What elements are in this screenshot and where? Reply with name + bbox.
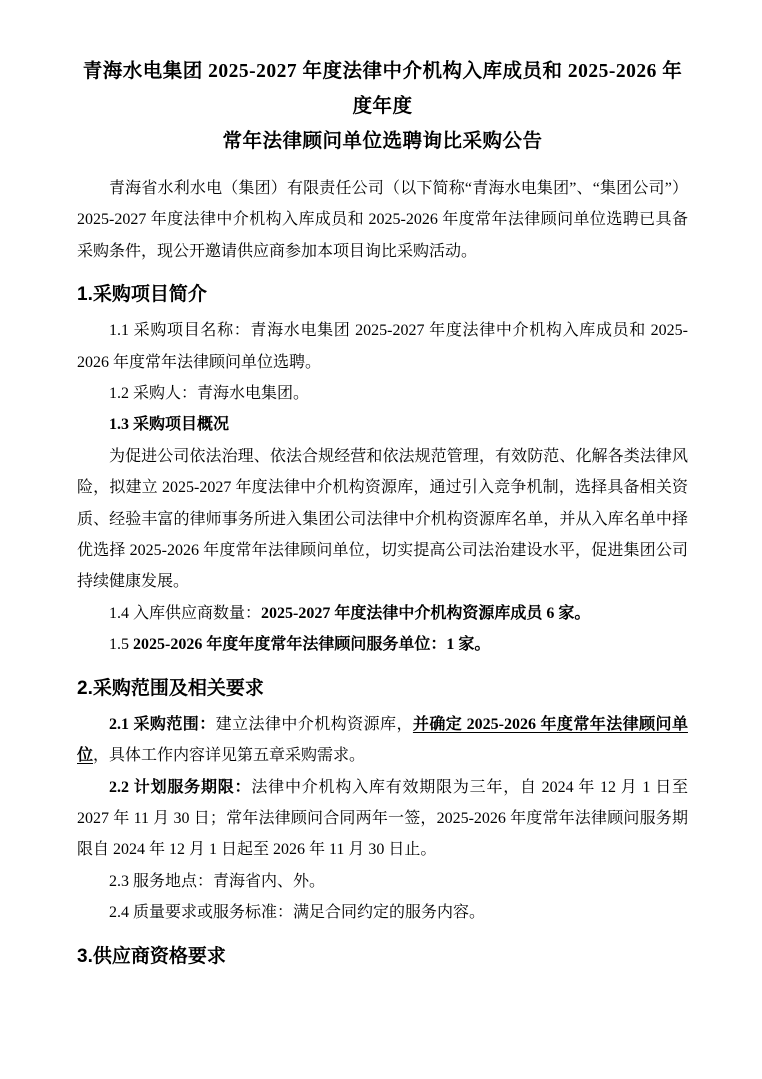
section-heading-2: 2.采购范围及相关要求 <box>77 677 264 699</box>
paragraph-1-3-body: 为促进公司依法治理、依法合规经营和依法规范管理，有效防范、化解各类法律风险，拟建立 2025-2027 年度法律中介机构资源库，通过引入竞争机制，选择具备相关资质、经验丰富的律师事务所进入集团公司法律中介机构资源库名单，并从入库名单中择优选择 2025-2026 年度常年法律顾问单位，切实提高公司法治建设水平，促进集团公司持续健康发展。 <box>77 447 688 591</box>
paragraph-1-4: 1.4 入库供应商数量：2025-2027 年度法律中介机构资源库成员 6 家。 <box>109 604 591 622</box>
title-line-1: 青海水电集团 2025-2027 年度法律中介机构入库成员和 2025-2026 年度年度 <box>82 61 683 117</box>
paragraph-2-1: 2.1 采购范围：建立法律中介机构资源库，并确定 2025-2026 年度常年法律顾问单位，具体工作内容详见第五章采购需求。 <box>77 715 688 765</box>
paragraph-1-5: 1.5 2025-2026 年度年度常年法律顾问服务单位：1 家。 <box>109 636 491 654</box>
paragraph-2-2: 2.2 计划服务期限：法律中介机构入库有效期限为三年，自 2024 年 12 月 1 日至 2027 年 11 月 30 日；常年法律顾问合同两年一签，2025-2026 年度常年法律顾问服务期限自 2024 年 12 月 1 日起至 2026 年 11 月 30 日止。 <box>77 778 688 859</box>
title-line-2: 常年法律顾问单位选聘询比采购公告 <box>222 131 543 152</box>
paragraph-1-2: 1.2 采购人：青海水电集团。 <box>109 385 310 403</box>
section-heading-3: 3.供应商资格要求 <box>77 945 226 967</box>
document-title <box>77 54 688 159</box>
paragraph-2-4: 2.4 质量要求或服务标准：满足合同约定的服务内容。 <box>109 904 486 922</box>
section-heading-1: 1.采购项目简介 <box>77 284 207 306</box>
paragraph-1-1: 1.1 采购项目名称：青海水电集团 2025-2027 年度法律中介机构入库成员和 2025-2026 年度常年法律顾问单位选聘。 <box>77 322 688 371</box>
intro-paragraph: 青海省水利水电（集团）有限责任公司（以下简称“青海水电集团”、“集团公司”）2025-2027 年度法律中介机构入库成员和 2025-2026 年度常年法律顾问单位选聘已具备采购条件，现公开邀请供应商参加本项目询比采购活动。 <box>77 180 688 260</box>
paragraph-2-3: 2.3 服务地点：青海省内、外。 <box>109 872 326 890</box>
paragraph-1-3-heading: 1.3 采购项目概况 <box>109 416 230 434</box>
